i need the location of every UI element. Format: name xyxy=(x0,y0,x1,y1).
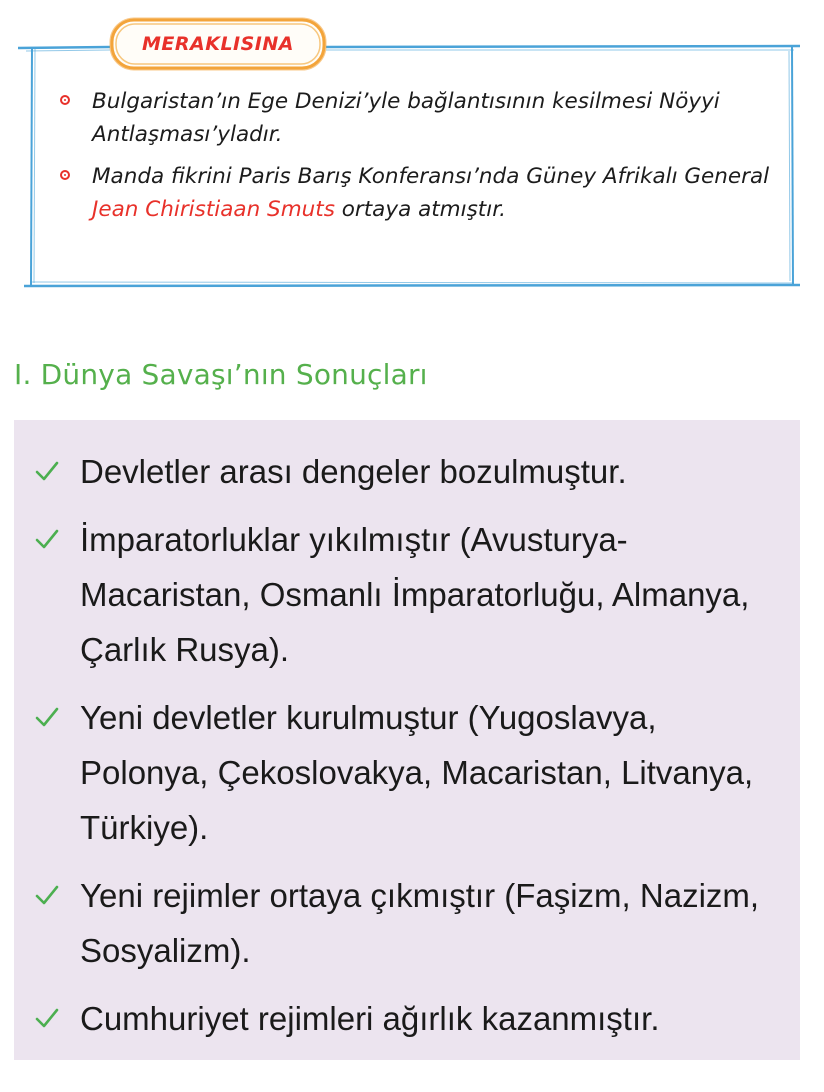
circle-bullet-icon xyxy=(60,170,70,180)
info-item xyxy=(56,85,776,151)
result-text: Yeni devletler kurulmuştur (Yugoslavya, Polonya, Çekoslovakya, Macaristan, Litvanya, Türkiye). xyxy=(80,699,754,846)
meraklisina-badge xyxy=(108,15,328,73)
results-panel xyxy=(14,420,800,1060)
result-item xyxy=(14,690,800,855)
result-item xyxy=(14,512,800,677)
section-title: I. Dünya Savaşı’nın Sonuçları xyxy=(14,358,428,391)
result-text: Yeni rejimler ortaya çıkmıştır (Faşizm, Nazizm, Sosyalizm). xyxy=(80,877,760,969)
result-item xyxy=(14,991,800,1046)
result-text: İmparatorluklar yıkılmıştır (Avusturya-Macaristan, Osmanlı İmparatorluğu, Almanya, Çarlık Rusya). xyxy=(80,521,750,668)
checkmark-icon xyxy=(34,704,60,730)
checkmark-icon xyxy=(34,882,60,908)
result-text: Devletler arası dengeler bozulmuştur. xyxy=(80,453,627,490)
checkmark-icon xyxy=(34,458,60,484)
badge-label: MERAKLISINA xyxy=(142,33,294,55)
checkmark-icon xyxy=(34,526,60,552)
info-item xyxy=(56,160,776,226)
highlighted-name: Jean Chiristiaan Smuts xyxy=(92,197,335,222)
info-item-text-before: Manda fikrini Paris Barış Konferansı’nda Güney Afrikalı General xyxy=(92,164,770,189)
circle-bullet-icon xyxy=(60,95,70,105)
meraklisina-box xyxy=(30,33,794,287)
info-item-text: Bulgaristan’ın Ege Denizi’yle bağlantısının kesilmesi Nöyyi Antlaşması’yladır. xyxy=(92,89,720,147)
info-list xyxy=(56,85,776,235)
results-list xyxy=(14,444,800,1059)
info-item-text-after: ortaya atmıştır. xyxy=(334,197,506,222)
result-item xyxy=(14,444,800,499)
result-item xyxy=(14,868,800,978)
result-text: Cumhuriyet rejimleri ağırlık kazanmıştır. xyxy=(80,1000,660,1037)
checkmark-icon xyxy=(34,1005,60,1031)
